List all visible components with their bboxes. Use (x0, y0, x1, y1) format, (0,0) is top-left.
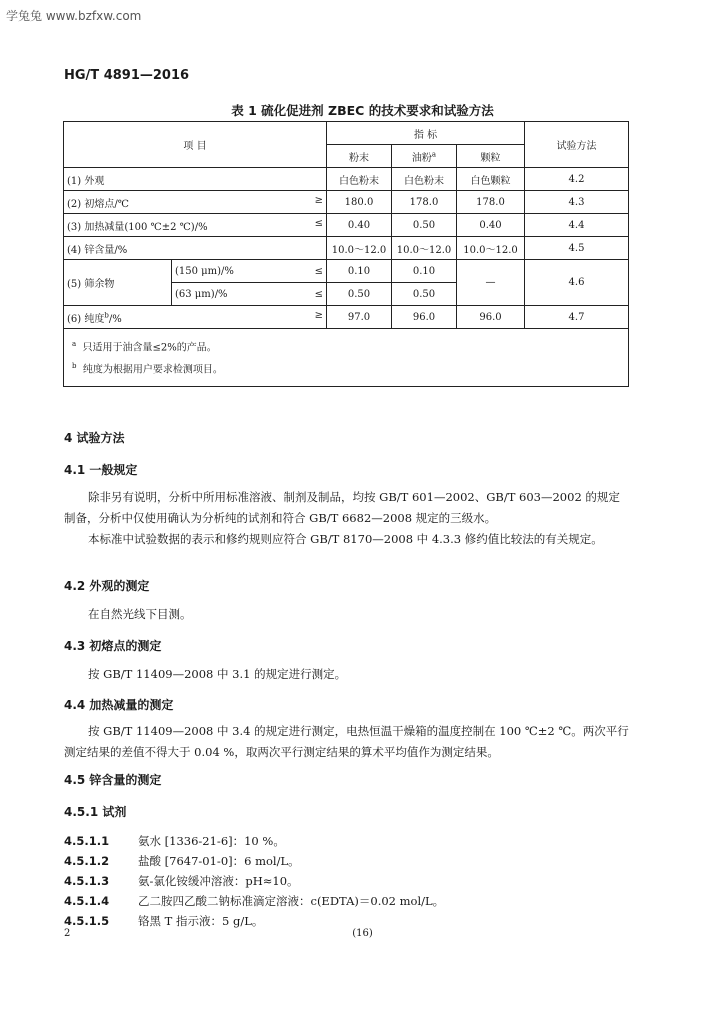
table-row: (1) 外观 白色粉末 白色粉末 白色颗粒 4.2 (64, 168, 629, 191)
list-item: 4.5.1.5 铬黑 T 指示液：5 g/L。 (64, 914, 264, 928)
table-row: (4) 锌含量/% 10.0～12.0 10.0～12.0 10.0～12.0 4.5 (64, 237, 629, 260)
spec-table (63, 121, 629, 387)
header-method: 试验方法 (525, 122, 629, 168)
note-b: $^b$ 纯度为根据用户要求检测项目。 (72, 362, 223, 376)
watermark: 学兔兔 www.bzfxw.com (6, 9, 142, 23)
header-index: 指 标 (327, 122, 525, 145)
standard-number: HG/T 4891—2016 (64, 68, 190, 83)
table-row: (3) 加热减量(100 ℃±2 ℃)/% ≤ 0.40 0.50 0.40 4.4 (64, 214, 629, 237)
table-row: (6) 纯度$^b$/% ≥ 97.0 96.0 96.0 4.7 (64, 306, 629, 329)
table-row: (2) 初熔点/℃ ≥ 180.0 178.0 178.0 4.3 (64, 191, 629, 214)
page-number: 2 (64, 928, 71, 939)
section-4-1-para-2: 本标准中试验数据的表示和修约规则应符合 GB/T 8170—2008 中 4.3.3 修约值比较法的有关规定。 (88, 532, 603, 546)
header-powder: 粉末 (327, 145, 392, 168)
section-4-5-1-heading: 4.5.1 试剂 (64, 805, 127, 819)
header-granule: 颗粒 (457, 145, 525, 168)
section-4-2-para: 在自然光线下目测。 (88, 607, 192, 621)
section-4-heading: 4 试验方法 (64, 431, 125, 445)
list-item: 4.5.1.3 氨-氯化铵缓冲溶液：pH≈10。 (64, 874, 299, 888)
header-item: 项 目 (64, 122, 327, 168)
section-4-5-heading: 4.5 锌含量的测定 (64, 773, 162, 787)
section-4-1-para-1: 除非另有说明，分析中所用标准溶液、制剂及制品，均按 GB/T 601—2002、GB/T 603—2002 的规定制备，分析中仅使用确认为分析纯的试剂和符合 GB/T 6682—2008 规定的三级水。 (64, 490, 620, 525)
section-4-2-heading: 4.2 外观的测定 (64, 579, 150, 593)
section-4-1-heading: 4.1 一般规定 (64, 463, 138, 477)
section-4-4-heading: 4.4 加热减量的测定 (64, 698, 174, 712)
sieve-label: (5) 筛余物 (64, 260, 172, 306)
list-item: 4.5.1.2 盐酸 [7647-01-0]：6 mol/L。 (64, 854, 300, 868)
table-notes (64, 329, 629, 387)
section-4-3-heading: 4.3 初熔点的测定 (64, 639, 162, 653)
list-item: 4.5.1.1 氨水 [1336-21-6]：10 %。 (64, 834, 285, 848)
section-4-4-para: 按 GB/T 11409—2008 中 3.4 的规定进行测定，电热恒温干燥箱的温度控制在 100 ℃±2 ℃。两次平行测定结果的差值不得大于 0.04 %，取两次平行测定结果的算术平均值作为测定结果。 (64, 724, 629, 759)
header-oily: 油粉$^a$ (392, 145, 457, 168)
table-row-sieve: (5) 筛余物 (150 μm)/% ≤ 0.10 0.10 — 4.6 (64, 260, 629, 283)
list-item: 4.5.1.4 乙二胺四乙酸二钠标准滴定溶液：c(EDTA)＝0.02 mol/L。 (64, 894, 445, 908)
section-4-3-para: 按 GB/T 11409—2008 中 3.1 的规定进行测定。 (88, 667, 347, 681)
note-a: $^a$ 只适用于油含量≤2%的产品。 (72, 340, 217, 354)
table-row-sieve: (63 μm)/% ≤ 0.50 0.50 (64, 283, 629, 306)
table-header-row (64, 122, 629, 145)
table-caption: 表 1 硫化促进剂 ZBEC 的技术要求和试验方法 (231, 103, 494, 118)
sequence-number: (16) (352, 928, 373, 939)
